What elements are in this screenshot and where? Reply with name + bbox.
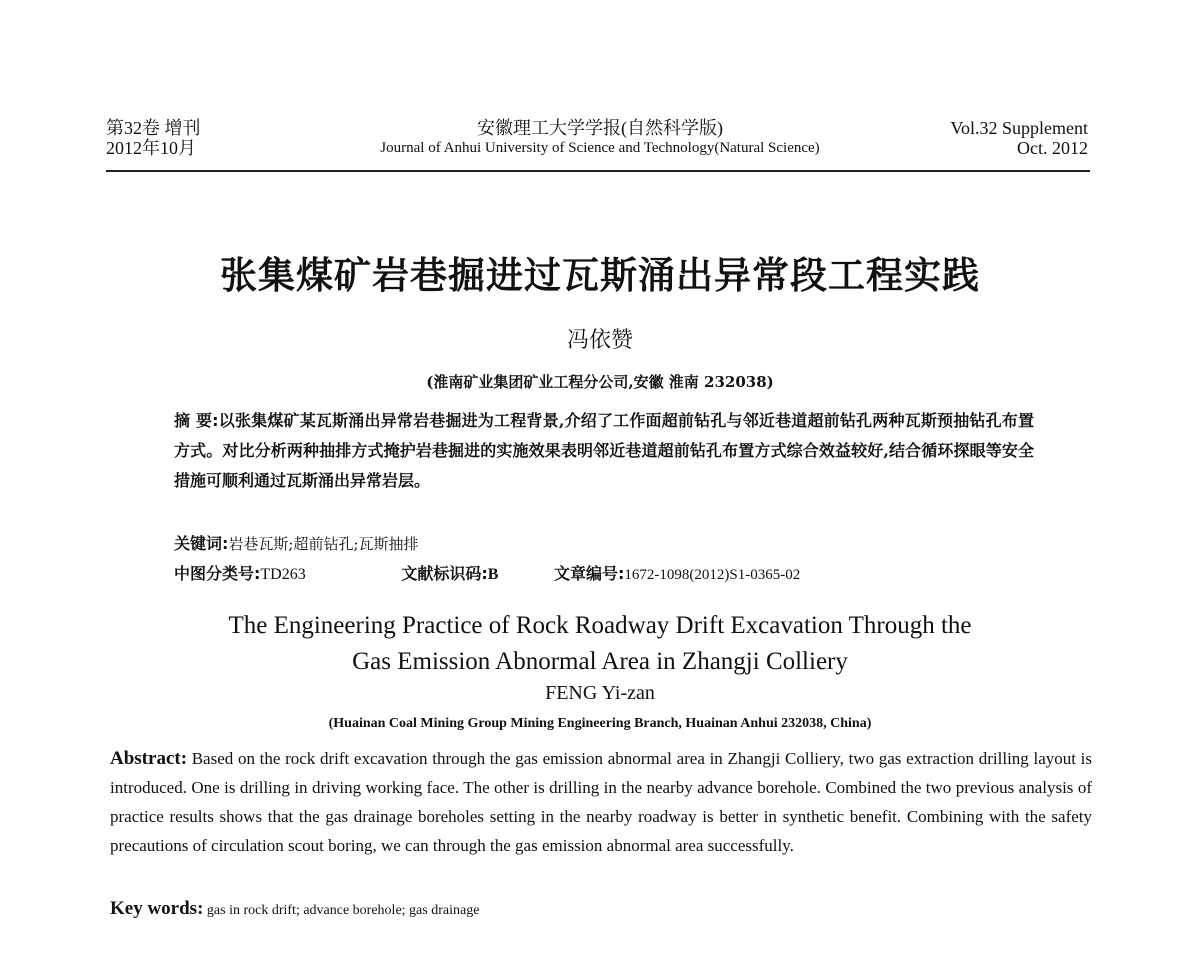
journal-volume-zh (106, 118, 201, 158)
article-id-value: 1672-1098(2012)S1-0365-02 (624, 567, 801, 583)
keywords-en-label: Key words: (110, 898, 204, 919)
header-rule (106, 170, 1090, 172)
affiliation-zh: (淮南矿业集团矿业工程分公司,安徽 淮南 232038) (426, 373, 774, 391)
volume-issue: 第32卷 增刊 (106, 118, 201, 138)
keywords-en-text: gas in rock drift; advance borehole; gas drainage (203, 903, 480, 918)
doc-code (401, 564, 498, 583)
article-id-label: 文章编号: (553, 564, 625, 583)
affiliation-en: (Huainan Coal Mining Group Mining Engineering Branch, Huainan Anhui 232038, China) (328, 716, 872, 731)
journal-name-zh: 安徽理工大学学报(自然科学版) (477, 118, 723, 138)
abstract-en-text: Based on the rock drift excavation through the gas emission abnormal area in Zhangji Colliery, two gas extraction drilling layout is introduced. One is drilling in driving working face. The other is drilling in the nearby advance borehole. Combined the two previous analysis of practice results shows that the gas drainage boreholes setting in the nearby roadway is better in synthetic benefit. Combining with the safety precautions of circulation scout boring, we can through the gas emission abnormal area successfully. (110, 749, 1092, 855)
author-zh: 冯依赞 (566, 328, 633, 353)
keywords-zh-text: 岩巷瓦斯;超前钻孔;瓦斯抽排 (228, 535, 419, 553)
author-en: FENG Yi-zan (545, 682, 655, 704)
title-en (0, 608, 1200, 680)
journal-volume-en (950, 118, 1088, 158)
abstract-zh-text: 以张集煤矿某瓦斯涌出异常岩巷掘进为工程背景,介绍了工作面超前钻孔与邻近巷道超前钻孔两种瓦斯预抽钻孔布置方式。对比分析两种抽排方式掩护岩巷掘进的实施效果表明邻近巷道超前钻孔布置方式综合效益较好,结合循环探眼等安全措施可顺利通过瓦斯涌出异常岩层。 (174, 411, 1034, 490)
keywords-zh (174, 531, 419, 554)
clc-label: 中图分类号: (174, 564, 261, 583)
journal-name-en: Journal of Anhui University of Science and Technology(Natural Science) (380, 140, 820, 156)
title-en-line2: Gas Emission Abnormal Area in Zhangji Colliery (352, 648, 848, 675)
doc-code-value: B (487, 566, 499, 583)
title-en-line1: The Engineering Practice of Rock Roadway Drift Excavation Through the (228, 612, 972, 639)
abstract-zh-label: 摘 要: (174, 411, 219, 430)
abstract-en-label: Abstract: (110, 748, 188, 769)
journal-name (300, 118, 900, 158)
article-id (554, 564, 800, 583)
keywords-en (110, 898, 479, 920)
volume-supplement: Vol.32 Supplement (950, 118, 1088, 138)
classification-line (174, 561, 840, 584)
issue-date-en: Oct. 2012 (1017, 138, 1088, 158)
clc-value: TD263 (260, 566, 306, 583)
abstract-en (110, 744, 1092, 860)
doc-code-label: 文献标识码: (401, 564, 488, 583)
title-zh: 张集煤矿岩巷掘进过瓦斯涌出异常段工程实践 (220, 253, 980, 297)
abstract-zh (174, 406, 1034, 496)
clc (174, 564, 306, 583)
issue-date-zh: 2012年10月 (106, 138, 196, 158)
keywords-zh-label: 关键词: (174, 534, 229, 553)
